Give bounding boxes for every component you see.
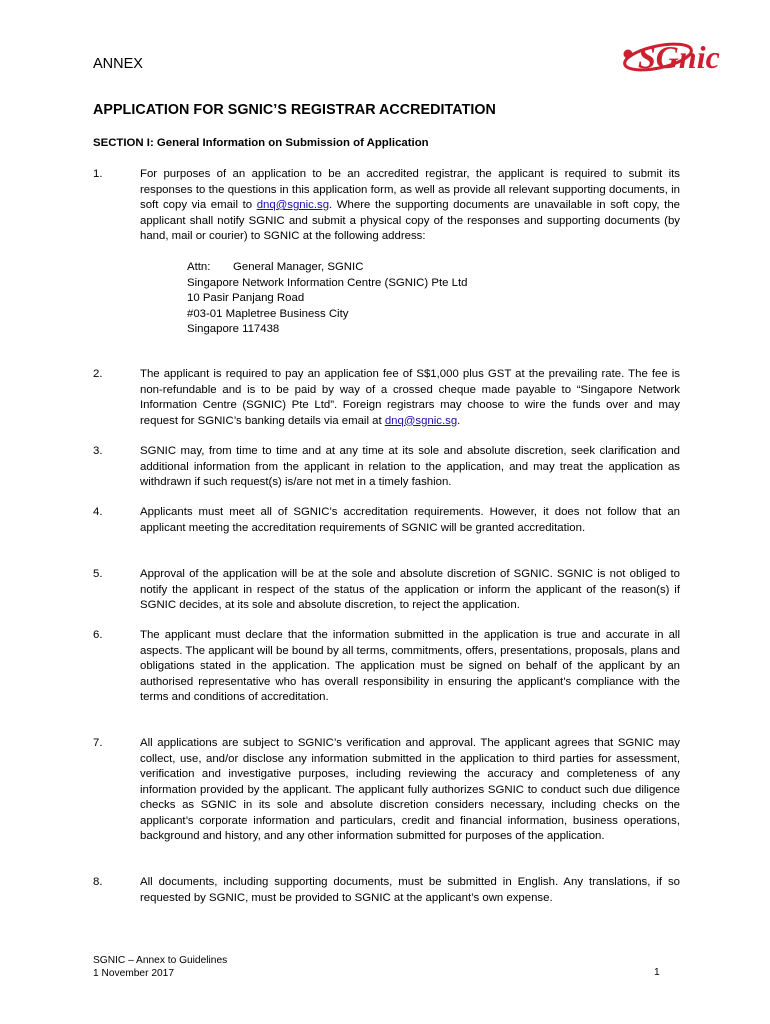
item-number: 3.: [93, 445, 103, 457]
list-item-1: [93, 167, 680, 338]
logo-text: SGnic: [638, 39, 720, 75]
address-line: Singapore 117438: [187, 323, 280, 335]
attn-value: General Manager, SGNIC: [233, 261, 364, 273]
item-number: 2.: [93, 368, 103, 380]
attn-label: Attn:: [187, 261, 211, 273]
logo-dot: [624, 50, 633, 59]
item-number: 6.: [93, 629, 103, 641]
list-item-8: [93, 875, 680, 906]
email-link[interactable]: dnq@sgnic.sg: [384, 414, 458, 427]
list-item-7: [93, 736, 680, 845]
item-text: Approval of the application will be at the sole and absolute discretion of SGNIC. SGNIC is not obliged to notify the applicant in respect of the status of the application or inform the applicant of the reason(s) if SGNIC decides, at its sole and absolute discretion, to reject the application.: [140, 568, 680, 611]
item-text: For purposes of an application to be an accredited registrar, the applicant is required to submit its responses to the questions in this application form, as well as provide all relevant supporting documents, in soft copy via email to dnq@sgnic.sg. Where the supporting documents are unavailable in soft copy, the applicant shall notify SGNIC and submit a physical copy of the responses and supporting documents (by hand, mail or courier) to SGNIC at the following address:: [140, 168, 680, 242]
mailing-address: [140, 260, 680, 338]
item-text: The applicant must declare that the information submitted in the application is true and accurate in all aspects. The applicant will be bound by all terms, commitments, offers, presentations, proposals, plans and obligations stated in the application. The application must be signed on behalf of the applicant by an authorised representative who has overall responsibility in ensuring the applicant’s compliance with the terms and conditions of accreditation.: [140, 629, 680, 703]
address-line: Singapore Network Information Centre (SGNIC) Pte Ltd: [187, 276, 468, 289]
email-link[interactable]: dnq@sgnic.sg: [256, 199, 330, 211]
annex-label: ANNEX: [93, 56, 143, 72]
list-item-4: [93, 505, 680, 536]
page-number: 1: [654, 967, 660, 978]
address-line: 10 Pasir Panjang Road: [187, 292, 305, 304]
item-number: 1.: [93, 168, 103, 180]
list-item-5: [93, 567, 680, 614]
item-number: 4.: [93, 506, 103, 518]
list-item-2: [93, 367, 680, 429]
item-text: SGNIC may, from time to time and at any time at its sole and absolute discretion, seek clarification and additional information from the applicant in relation to the application, and may treat the application as withdrawn if such request(s) is/are not met in a timely fashion.: [140, 445, 680, 488]
address-line: #03-01 Mapletree Business City: [187, 307, 349, 320]
item-number: 8.: [93, 876, 103, 888]
list-item-3: [93, 444, 680, 491]
item-text: All applications are subject to SGNIC’s verification and approval. The applicant agrees that SGNIC may collect, use, and/or disclose any information submitted in the application to third parties for assessment, verification and investigative purposes, including reviewing the accuracy and completeness of any information provided by the applicant. The applicant fully authorizes SGNIC to conduct such due diligence checks as SGNIC in its sole and absolute discretion considers necessary, including checks on the applicant’s corporate information and particulars, credit and financial information, business operations, background and history, and any other information submitted for purposes of the application.: [140, 737, 680, 842]
sgnic-logo: [618, 30, 748, 80]
item-number: 5.: [93, 568, 103, 580]
list-item-6: [93, 628, 680, 706]
page-footer: [93, 954, 227, 980]
item-text: All documents, including supporting documents, must be submitted in English. Any translations, if so requested by SGNIC, must be provided to SGNIC at the applicant’s own expense.: [140, 876, 680, 904]
item-number: 7.: [93, 737, 103, 749]
section-heading: SECTION I: General Information on Submission of Application: [93, 137, 429, 149]
item-text: The applicant is required to pay an application fee of S$1,000 plus GST at the prevailing rate. The fee is non-refundable and is to be paid by way of a crossed cheque made payable to “Singapore Network Information Centre (SGNIC) Pte Ltd”. Foreign registrars may choose to wire the funds over and may request for SGNIC’s banking details via email at dnq@sgnic.sg.: [140, 368, 680, 427]
page-title: APPLICATION FOR SGNIC’S REGISTRAR ACCREDITATION: [93, 102, 496, 118]
item-text: Applicants must meet all of SGNIC’s accreditation requirements. However, it does not follow that an applicant meeting the accreditation requirements of SGNIC will be granted accreditation.: [140, 506, 680, 534]
footer-date: 1 November 2017: [93, 968, 174, 979]
footer-title: SGNIC – Annex to Guidelines: [93, 955, 228, 966]
